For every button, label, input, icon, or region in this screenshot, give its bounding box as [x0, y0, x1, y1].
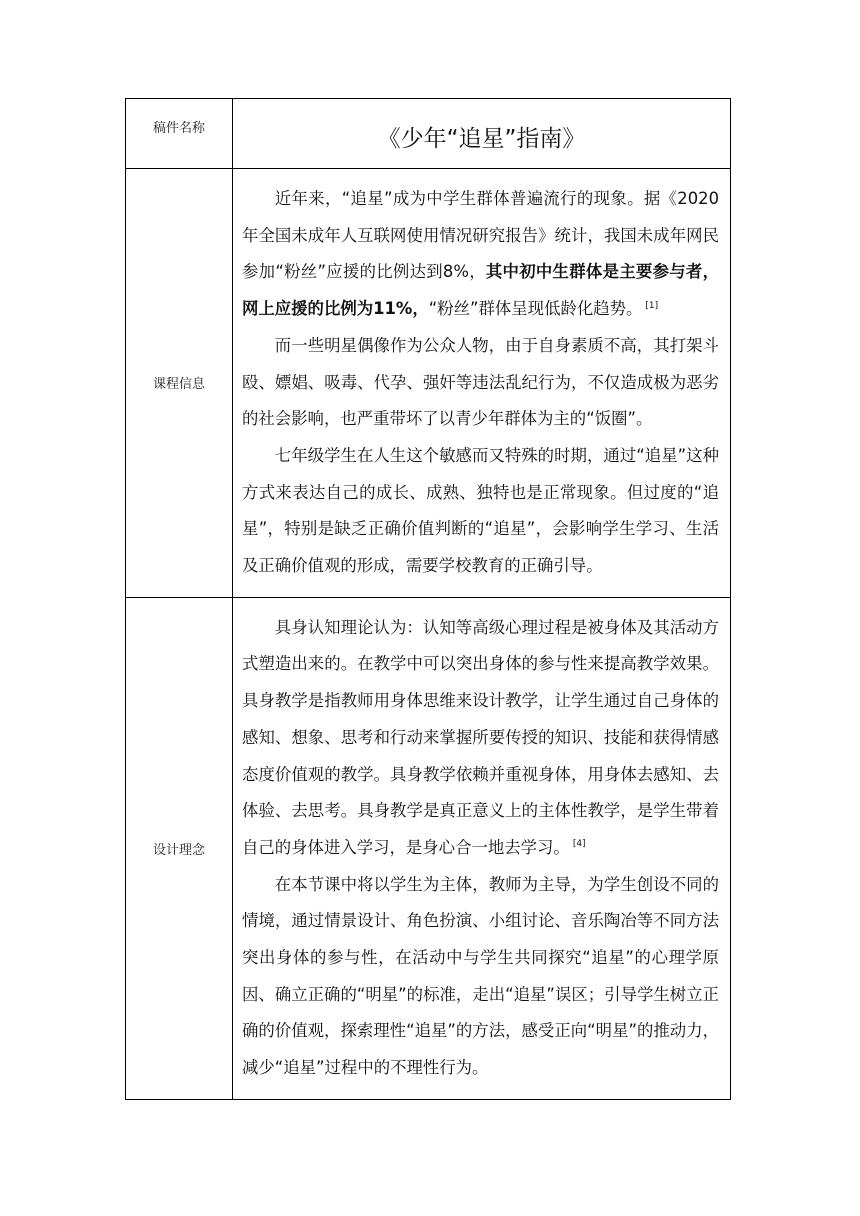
course-paragraph-3: 七年级学生在人生这个敏感而又特殊的时期，通过“追星”这种方式来表达自己的成长、成熟、独特也是正常现象。但过度的“追星”，特别是缺乏正确价值判断的“追星”，会影响学生学习、生活及正确价值观的形成，需要学校教育的正确引导。 [242, 445, 719, 576]
design-paragraph-2: 在本节课中将以学生为主体，教师为主导，为学生创设不同的情境，通过情景设计、角色扮演、小组讨论、音乐陶冶等不同方法突出身体的参与性，在活动中与学生共同探究“追星”的心理学原因、确立正确的“明星”的标准，走出“追星”误区；引导学生树立正确的价值观，探索理性“追星”的方法，感受正向“明星”的推动力，减少“追星”过程中的不理性行为。 [242, 874, 719, 1078]
course-paragraph-2: 而一些明星偶像作为公众人物，由于自身素质不高，其打架斗殴、嫖娼、吸毒、代孕、强奸等违法乱纪行为，不仅造成极为恶劣的社会影响，也严重带坏了以青少年群体为主的“饭圈”。 [242, 335, 719, 429]
design-paragraph-1 [242, 610, 719, 867]
course-info-label: 课程信息 [126, 169, 233, 598]
course-p1-text: 近年来，“追星”成为中学生群体普遍流行的现象。据《2020年全国未成年人互联网使用情况研究报告》统计，我国未成年网民参加“粉丝”应援的比例达到8%， [242, 189, 719, 282]
design-concept-content [233, 597, 731, 1099]
manuscript-name-label: 稿件名称 [126, 99, 233, 169]
design-p1-text: 具身认知理论认为：认知等高级心理过程是被身体及其活动方式塑造出来的。在教学中可以突出身体的参与性来提高教学效果。具身教学是指教师用身体思维来设计教学，让学生通过自己身体的感知、想象、思考和行动来掌握所要传授的知识、技能和获得情感态度价值观的教学。具身教学依赖并重视身体，用身体去感知、去体验、去思考。具身教学是真正意义上的主体性教学，是学生带着自己的身体进入学习，是身心合一地去学习。 [242, 617, 719, 857]
course-p1-bold-text: 其中初中生群体是主要参与者，网上应援的比例为11%， [242, 262, 719, 319]
design-concept-label: 设计理念 [126, 597, 233, 1099]
course-info-row [126, 169, 731, 598]
manuscript-table [125, 98, 731, 1100]
course-p1-text-end: “粉丝”群体呈现低龄化趋势。 [428, 299, 643, 319]
title-row [126, 99, 731, 169]
course-paragraph-1 [242, 181, 719, 328]
course-info-content [233, 169, 731, 598]
citation-ref-1: [1] [645, 300, 659, 311]
design-concept-row [126, 597, 731, 1099]
citation-ref-4: [4] [572, 839, 586, 850]
manuscript-title: 《少年“追星”指南》 [233, 99, 731, 169]
